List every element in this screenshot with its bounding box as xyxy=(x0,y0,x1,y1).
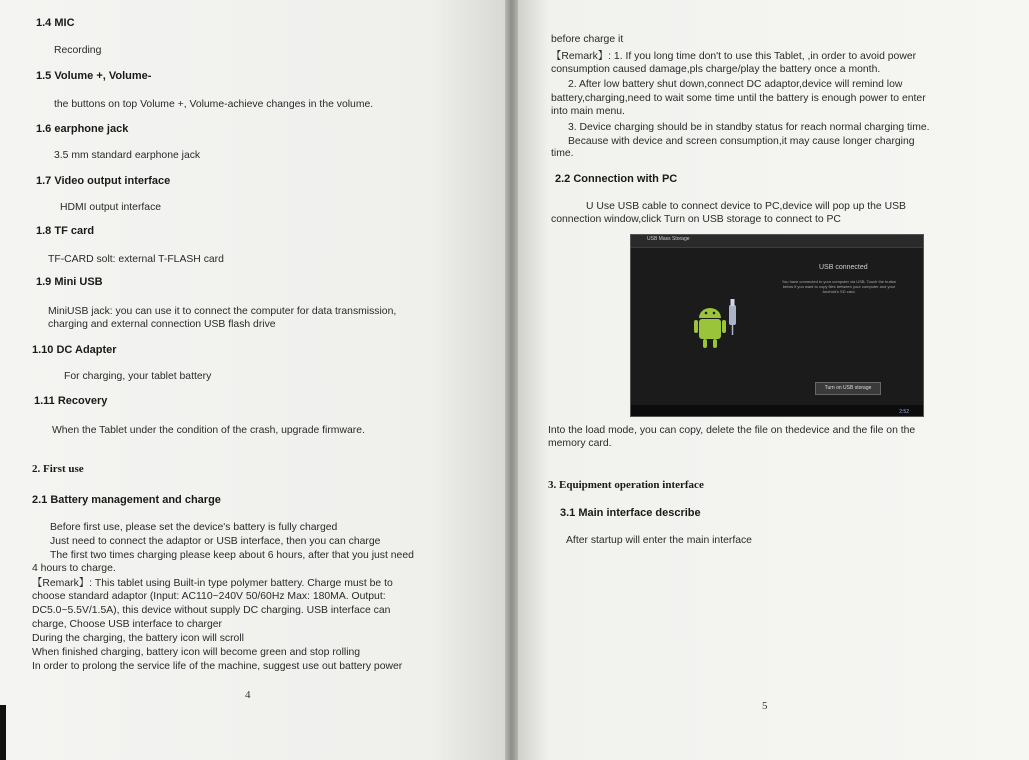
section-2-1-title: 2.1 Battery management and charge xyxy=(32,494,221,506)
section-1-4-body: Recording xyxy=(54,45,102,56)
page-number-left: 4 xyxy=(245,689,251,701)
section-1-5-title: 1.5 Volume +, Volume- xyxy=(36,70,152,82)
section-1-10-title: 1.10 DC Adapter xyxy=(32,344,117,356)
section-2-1-line7: DC5.0~5.5V/1.5A), this device without supply DC charging. USB interface can xyxy=(32,605,391,616)
right-line6: into main menu. xyxy=(551,106,625,117)
section-2-1-line10: When finished charging, battery icon will become green and stop rolling xyxy=(32,647,361,658)
section-1-11-title: 1.11 Recovery xyxy=(34,395,108,407)
section-2-1-line4: 4 hours to charge. xyxy=(32,563,116,574)
section-2-2-line2: connection window,click Turn on USB storage to connect to PC xyxy=(551,214,841,225)
section-1-8-body: TF-CARD solt: external T-FLASH card xyxy=(48,254,224,265)
android-usb-icon xyxy=(689,297,749,357)
section-1-11-body: When the Tablet under the condition of the crash, upgrade firmware. xyxy=(52,425,365,436)
page-number-right: 5 xyxy=(762,700,768,712)
left-page xyxy=(0,0,505,760)
screenshot-clock: 2:52 xyxy=(899,409,909,415)
screenshot-topbar-title: USB Mass Storage xyxy=(647,236,690,242)
screenshot-heading: USB connected xyxy=(819,264,868,271)
right-line4: 2. After low battery shut down,connect DC adaptor,device will remind low xyxy=(568,79,903,90)
right-line8: Because with device and screen consumption,it may cause longer charging xyxy=(568,136,915,147)
right-line5: battery,charging,need to wait some time until the battery is enough power to enter xyxy=(551,93,926,104)
section-2-1-line2: Just need to connect the adaptor or USB interface, then you can charge xyxy=(50,536,381,547)
section-1-6-body: 3.5 mm standard earphone jack xyxy=(54,150,201,161)
section-2-1-line8: charge, Choose USB interface to charger xyxy=(32,619,223,630)
chapter-3-title: 3. Equipment operation interface xyxy=(548,479,704,491)
section-2-1-line6: choose standard adaptor (Input: AC110~240V 50/60Hz Max: 180MA. Output: xyxy=(32,591,386,602)
section-2-1-line5: 【Remark】: This tablet using Built-in type polymer battery. Charge must be to xyxy=(32,578,393,589)
section-1-9-body-line1: MiniUSB jack: you can use it to connect the computer for data transmission, xyxy=(48,306,397,317)
screenshot-description: You have connected to your computer via USB. Touch the button below if you want to copy files between your computer and your Android's SD card. xyxy=(781,279,897,294)
screenshot-navbar xyxy=(631,405,923,416)
screenshot-topbar xyxy=(631,235,923,248)
section-1-10-body: For charging, your tablet battery xyxy=(64,371,212,382)
section-1-6-title: 1.6 earphone jack xyxy=(36,123,129,135)
binding-mark xyxy=(0,705,6,760)
section-1-8-title: 1.8 TF card xyxy=(36,225,95,237)
section-1-7-title: 1.7 Video output interface xyxy=(36,175,171,187)
right-line7: 3. Device charging should be in standby status for reach normal charging time. xyxy=(568,122,930,133)
section-1-9-body-line2: charging and external connection USB flash drive xyxy=(48,319,276,330)
right-remark-line: 【Remark】: 1. If you long time don't to use this Tablet, ,in order to avoid power xyxy=(551,51,917,62)
chapter-2-title: 2. First use xyxy=(32,463,84,475)
section-2-2-line4: memory card. xyxy=(548,438,612,449)
section-3-1-body: After startup will enter the main interface xyxy=(566,535,752,546)
turn-on-usb-storage-button[interactable]: Turn on USB storage xyxy=(815,382,881,395)
section-2-1-line1: Before first use, please set the device's battery is fully charged xyxy=(50,522,338,533)
book-gutter xyxy=(505,0,518,760)
usb-connected-screenshot xyxy=(630,234,924,417)
right-line3: consumption caused damage,pls charge/play the battery once a month. xyxy=(551,64,881,75)
section-2-2-title: 2.2 Connection with PC xyxy=(555,173,678,185)
section-1-4-title: 1.4 MIC xyxy=(36,17,75,29)
section-2-1-line11: In order to prolong the service life of the machine, suggest use out battery power xyxy=(32,661,403,672)
section-1-9-title: 1.9 Mini USB xyxy=(36,276,103,288)
section-1-5-body: the buttons on top Volume +, Volume-achieve changes in the volume. xyxy=(54,99,374,110)
right-line9: time. xyxy=(551,148,574,159)
section-2-1-line3: The first two times charging please keep about 6 hours, after that you just need xyxy=(50,550,414,561)
section-2-2-line1: U Use USB cable to connect device to PC,device will pop up the USB xyxy=(586,201,906,212)
section-2-2-line3: Into the load mode, you can copy, delete the file on thedevice and the file on the xyxy=(548,425,916,436)
section-1-7-body: HDMI output interface xyxy=(60,202,162,213)
section-3-1-title: 3.1 Main interface describe xyxy=(560,507,701,519)
section-2-1-line9: During the charging, the battery icon will scroll xyxy=(32,633,244,644)
right-line1: before charge it xyxy=(551,34,624,45)
